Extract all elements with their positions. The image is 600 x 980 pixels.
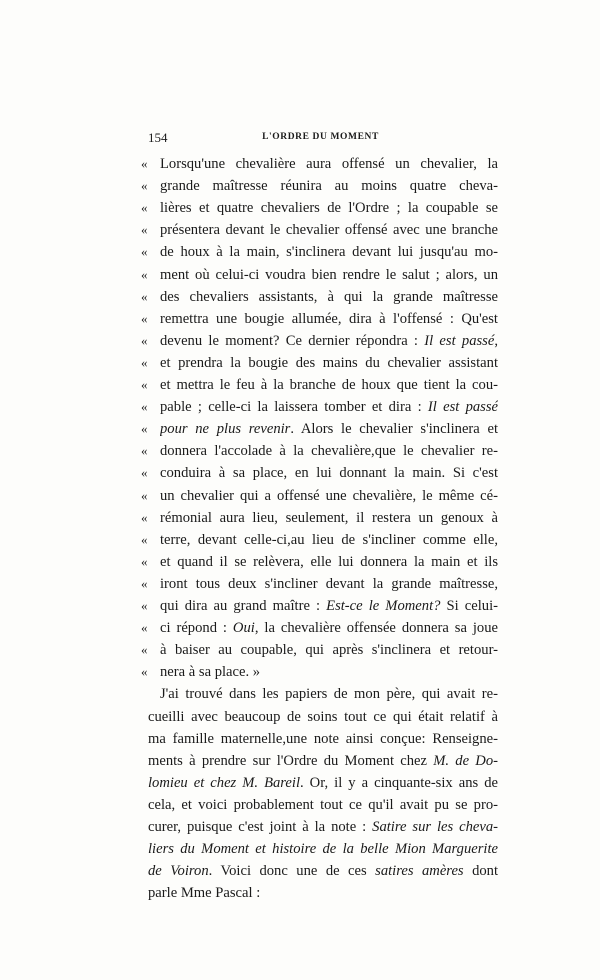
quote-line — [0, 396, 600, 418]
text-run: devenu le moment? Ce dernier répondra : — [160, 332, 425, 349]
text-run: grande maîtresse réunira au moins quatre cheva- — [160, 178, 498, 195]
paragraph-line — [0, 816, 600, 838]
text-run: cela, et voici probablement tout ce qu'il avait pu se pro- — [148, 796, 498, 813]
paragraph-line — [0, 882, 600, 904]
quote-line — [0, 661, 600, 683]
quote-mark: « — [141, 178, 148, 194]
quote-line — [0, 462, 600, 484]
paragraph-line — [0, 860, 600, 882]
page-number: 154 — [148, 130, 168, 145]
quote-line — [0, 374, 600, 396]
quote-text — [160, 264, 498, 286]
text-run: . Alors le chevalier s'inclinera et — [290, 421, 498, 438]
quote-line — [0, 197, 600, 219]
quote-line — [0, 551, 600, 573]
quote-text — [160, 440, 498, 462]
quote-text — [160, 529, 498, 551]
italic-text: Il est passé — [424, 332, 495, 349]
quote-mark: « — [141, 222, 148, 238]
italic-text: Il est passé — [427, 399, 498, 416]
running-title: L'ORDRE DU MOMENT — [262, 132, 379, 142]
paragraph-text — [148, 772, 498, 794]
paragraph-text — [148, 838, 498, 860]
quote-line — [0, 595, 600, 617]
quote-line — [0, 352, 600, 374]
quote-text — [160, 197, 498, 219]
text-run: et prendra la bougie des mains du chevalier assistant — [160, 354, 498, 371]
quote-mark: « — [141, 620, 148, 636]
quote-mark: « — [141, 332, 148, 348]
quote-text — [160, 507, 498, 529]
quote-line — [0, 507, 600, 529]
quote-text — [160, 286, 498, 308]
quote-text — [160, 551, 498, 573]
quote-text — [160, 308, 498, 330]
quote-text — [160, 330, 498, 352]
quote-line — [0, 617, 600, 639]
quote-mark: « — [141, 487, 148, 503]
text-run: ci répond : — [160, 620, 233, 637]
quote-text — [160, 241, 498, 263]
text-run: . Or, il y a cinquante-six ans de — [300, 774, 498, 791]
text-run: , la chevalière offensée donnera sa joue — [254, 620, 498, 637]
text-run: et quand il se relèvera, elle lui donnera la main et ils — [160, 553, 498, 570]
text-run: iront tous deux s'incliner devant la grande maîtresse, — [160, 575, 498, 592]
text-run: cueilli avec beaucoup de soins tout ce qui était relatif à — [148, 708, 498, 725]
quote-line — [0, 529, 600, 551]
quote-text — [160, 352, 498, 374]
quote-text — [160, 374, 498, 396]
text-run: curer, puisque c'est joint à la note : — [148, 819, 373, 835]
paragraph-line — [0, 683, 600, 705]
quote-mark: « — [141, 288, 148, 304]
quote-text — [160, 219, 498, 241]
quote-line — [0, 639, 600, 661]
quote-mark: « — [141, 509, 148, 525]
text-run: ma famille maternelle,une note ainsi conçue: Renseigne- — [148, 730, 498, 747]
italic-text: satires amères — [375, 863, 464, 880]
paragraph-text — [148, 816, 498, 838]
quote-line — [0, 219, 600, 241]
paragraph-text — [148, 882, 498, 904]
italic-text: liers du Moment et histoire de la belle Mion Marguerite — [148, 841, 498, 858]
italic-text: pour ne plus revenir — [160, 421, 291, 438]
italic-text: Est-ce le Moment? — [326, 598, 441, 614]
paragraph-text — [148, 706, 498, 728]
paragraph-text — [148, 750, 498, 772]
quote-text — [160, 485, 498, 507]
paragraph-line — [0, 706, 600, 728]
quote-text — [160, 418, 498, 440]
quote-line — [0, 241, 600, 263]
quote-text — [160, 396, 498, 418]
italic-text: M. de Do- — [433, 752, 498, 769]
quote-mark: « — [141, 377, 148, 392]
quote-line — [0, 308, 600, 330]
text-run: à baiser au coupable, qui après s'inclinera et retour- — [160, 642, 498, 659]
quote-mark: « — [141, 553, 148, 569]
text-run: , — [494, 332, 498, 349]
page-header — [148, 130, 493, 146]
paragraph-line — [0, 838, 600, 860]
quote-line — [0, 330, 600, 352]
italic-text: lomieu et chez M. Bareil — [148, 774, 300, 791]
quote-line — [0, 485, 600, 507]
quote-mark: « — [141, 266, 148, 282]
text-run: donnera l'accolade à la chevalière,que le chevalier re- — [160, 443, 498, 460]
paragraph-line — [0, 794, 600, 816]
quote-mark: « — [141, 531, 148, 547]
quote-text — [160, 153, 498, 175]
quote-mark: « — [141, 443, 148, 459]
text-run: Si celui- — [440, 598, 498, 614]
paragraph-line — [0, 728, 600, 750]
italic-text: Satire sur les cheva- — [372, 819, 498, 835]
quote-line — [0, 175, 600, 197]
text-run: des chevaliers assistants, à qui la grande maîtresse — [160, 288, 498, 305]
italic-text: Oui — [232, 620, 255, 637]
quote-mark: « — [141, 399, 148, 415]
quote-line — [0, 153, 600, 175]
paragraph-text — [148, 794, 498, 816]
text-run: conduira à sa place, en lui donnant la main. Si c'est — [160, 465, 498, 482]
quote-mark: « — [141, 598, 148, 613]
text-run: présentera devant le chevalier offensé avec une branche — [160, 222, 498, 239]
text-run: remettra une bougie allumée, dira à l'offensé : Qu'est — [160, 310, 498, 327]
quote-text — [160, 617, 498, 639]
quote-text — [160, 175, 498, 197]
text-run: de houx à la main, s'inclinera devant lui jusqu'au mo- — [160, 244, 498, 261]
text-run: parle Mme Pascal : — [148, 885, 261, 902]
quote-line — [0, 264, 600, 286]
quote-text — [160, 462, 498, 484]
quote-text — [160, 595, 498, 617]
text-run: Lorsqu'une chevalière aura offensé un chevalier, la — [160, 156, 498, 172]
quote-text — [160, 661, 498, 683]
quote-mark: « — [141, 156, 148, 171]
quote-mark: « — [141, 310, 148, 326]
italic-text: de Voiron — [148, 863, 209, 880]
text-run: dont — [463, 863, 498, 880]
text-run: rémonial aura lieu, seulement, il restera un genoux à — [160, 509, 498, 526]
quote-mark: « — [141, 575, 148, 591]
quote-mark: « — [141, 244, 148, 260]
quote-line — [0, 440, 600, 462]
text-run: pable ; celle-ci la laissera tomber et dira : — [160, 399, 428, 416]
text-run: un chevalier qui a offensé une chevalière, le même cé- — [160, 487, 498, 504]
quote-text — [160, 639, 498, 661]
text-run: ment où celui-ci voudra bien rendre le salut ; alors, un — [160, 266, 498, 283]
paragraph-text — [160, 683, 498, 705]
text-run: nera à sa place. » — [160, 664, 261, 681]
quote-line — [0, 573, 600, 595]
text-run: . Voici donc une de ces — [208, 863, 376, 880]
paragraph-text — [148, 860, 498, 882]
text-run: lières et quatre chevaliers de l'Ordre ; la coupable se — [160, 200, 498, 217]
quote-mark: « — [141, 465, 148, 481]
text-run: qui dira au grand maître : — [160, 598, 327, 614]
quote-line — [0, 418, 600, 440]
paragraph-line — [0, 750, 600, 772]
quote-mark: « — [141, 642, 148, 658]
text-run: ments à prendre sur l'Ordre du Moment chez — [148, 752, 434, 769]
paragraph-text — [148, 728, 498, 750]
quote-mark: « — [141, 664, 148, 680]
quote-mark: « — [141, 200, 148, 216]
text-run: et mettra le feu à la branche de houx que tient la cou- — [160, 377, 498, 393]
paragraph-line — [0, 772, 600, 794]
text-run: terre, devant celle-ci,au lieu de s'incliner comme elle, — [160, 531, 498, 548]
quote-mark: « — [141, 421, 148, 437]
text-run: J'ai trouvé dans les papiers de mon père, qui avait re- — [160, 686, 498, 703]
quote-text — [160, 573, 498, 595]
quote-line — [0, 286, 600, 308]
quote-mark: « — [141, 354, 148, 370]
